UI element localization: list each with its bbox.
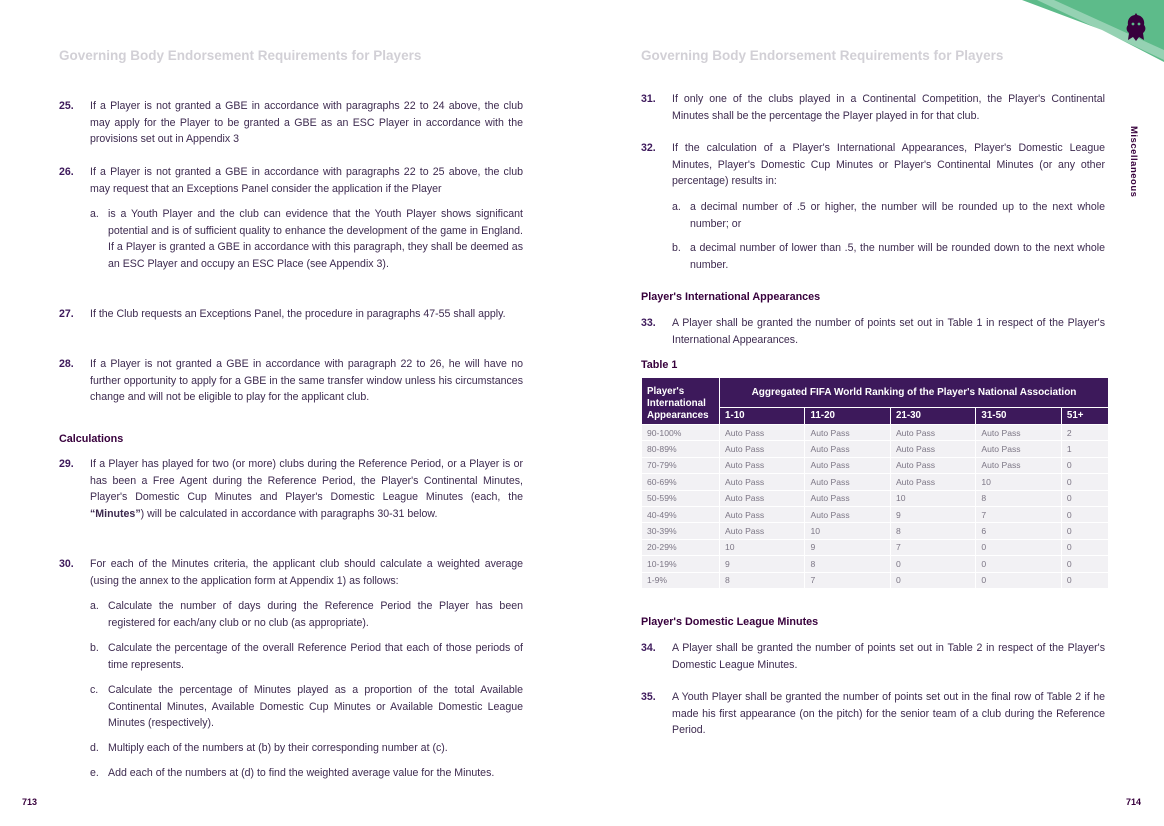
paragraph-33 <box>641 315 1105 348</box>
subparagraph-label: b. <box>90 642 99 654</box>
points-cell: 9 <box>720 556 805 572</box>
points-cell: 10 <box>890 490 975 506</box>
appearance-range-cell: 1-9% <box>642 572 720 588</box>
points-cell: 8 <box>720 572 805 588</box>
right-page <box>582 0 1164 826</box>
calculations-heading: Calculations <box>59 433 124 445</box>
paragraph-text: A Youth Player shall be granted the number of points set out in the final row of Table 2 if he made his first appearance (on the pitch) for the senior team of a club during the Reference Period. <box>672 691 1105 736</box>
subparagraph-label: c. <box>90 684 99 696</box>
paragraph-30c <box>90 682 523 732</box>
appearance-range-cell: 90-100% <box>642 425 720 441</box>
table-row <box>642 441 1109 457</box>
subparagraph-text: a decimal number of .5 or higher, the number will be rounded up to the next whole number; or <box>690 201 1105 230</box>
column-header-cell: 31-50 <box>976 408 1061 425</box>
page-number-right: 714 <box>1126 797 1142 807</box>
subparagraph-label: e. <box>90 767 99 779</box>
table-row <box>642 457 1109 473</box>
points-cell: Auto Pass <box>890 457 975 473</box>
paragraph-number: 25. <box>59 100 74 112</box>
appearance-range-cell: 20-29% <box>642 539 720 555</box>
international-appearances-heading: Player's International Appearances <box>641 291 821 303</box>
subparagraph-text: Calculate the number of days during the Reference Period the Player has been registered for each/any club or no club (as appropriate). <box>108 600 523 629</box>
paragraph-text: If a Player is not granted a GBE in accordance with paragraph 22 to 26, he will have no further opportunity to apply for a GBE in the same transfer window unless his circumstances change and will not be eligible to play for the applicant club. <box>90 358 523 403</box>
paragraph-text: A Player shall be granted the number of points set out in Table 2 in respect of the Player's Domestic League Minutes. <box>672 642 1105 671</box>
subparagraph-text: Add each of the numbers at (d) to find the weighted average value for the Minutes. <box>108 767 495 779</box>
subparagraph-label: d. <box>90 742 99 754</box>
paragraph-text: If the Club requests an Exceptions Panel, the procedure in paragraphs 47-55 shall apply. <box>90 308 506 320</box>
paragraph-29 <box>59 456 523 522</box>
points-cell: 8 <box>805 556 890 572</box>
paragraph-number: 33. <box>641 317 656 329</box>
points-cell: 10 <box>805 523 890 539</box>
points-cell: Auto Pass <box>805 425 890 441</box>
paragraph-text-start: If a Player has played for two (or more) clubs during the Reference Period, or a Player is or has been a Free Agent during the Reference Period, the Player's Continental Minutes, Player's Domestic Cup Minutes and Player's Domestic League Minutes (each, the <box>90 458 523 503</box>
paragraph-32a <box>672 199 1105 232</box>
table-row <box>642 572 1109 588</box>
points-cell: Auto Pass <box>720 457 805 473</box>
paragraph-text: If only one of the clubs played in a Continental Competition, the Player's Continental Minutes shall be the percentage the Player played in for that club. <box>672 93 1105 122</box>
subparagraph-label: a. <box>90 208 99 220</box>
points-cell: Auto Pass <box>890 474 975 490</box>
appearance-range-cell: 50-59% <box>642 490 720 506</box>
points-cell: Auto Pass <box>720 523 805 539</box>
row-header-cell: Player's International Appearances <box>642 378 720 425</box>
points-cell: 0 <box>1061 457 1108 473</box>
paragraph-number: 31. <box>641 93 656 105</box>
points-cell: 6 <box>976 523 1061 539</box>
points-cell: 0 <box>1061 539 1108 555</box>
points-cell: 9 <box>890 506 975 522</box>
paragraph-31 <box>641 91 1105 124</box>
paragraph-26 <box>59 164 523 197</box>
subparagraph-text: Calculate the percentage of Minutes played as a proportion of the total Available Continental Minutes, Available Domestic Cup Minutes or Available Domestic League Minutes (respectively). <box>108 684 523 729</box>
points-cell: Auto Pass <box>805 506 890 522</box>
subparagraph-text: Calculate the percentage of the overall Reference Period that each of those periods of time represents. <box>108 642 523 671</box>
minutes-defined-term: “Minutes” <box>90 507 141 520</box>
points-cell: Auto Pass <box>890 425 975 441</box>
points-cell: 7 <box>805 572 890 588</box>
points-cell: 1 <box>1061 441 1108 457</box>
paragraph-27 <box>59 306 523 323</box>
points-cell: 8 <box>890 523 975 539</box>
paragraph-34 <box>641 640 1105 673</box>
lion-crest-icon <box>1124 13 1148 43</box>
points-cell: 0 <box>1061 572 1108 588</box>
points-cell: Auto Pass <box>805 490 890 506</box>
paragraph-number: 27. <box>59 308 74 320</box>
points-cell: 0 <box>1061 523 1108 539</box>
section-tab-miscellaneous[interactable]: Miscellaneous <box>1128 126 1139 198</box>
points-cell: Auto Pass <box>890 441 975 457</box>
paragraph-number: 34. <box>641 642 656 654</box>
points-cell: Auto Pass <box>720 441 805 457</box>
subparagraph-text: Multiply each of the numbers at (b) by their corresponding number at (c). <box>108 742 448 754</box>
column-header-cell: 51+ <box>1061 408 1108 425</box>
table-row <box>642 556 1109 572</box>
paragraph-number: 26. <box>59 166 74 178</box>
points-cell: Auto Pass <box>976 441 1061 457</box>
paragraph-text: A Player shall be granted the number of points set out in Table 1 in respect of the Player's International Appearances. <box>672 317 1105 346</box>
column-header-cell: 11-20 <box>805 408 890 425</box>
paragraph-text-end: ) will be calculated in accordance with paragraphs 30-31 below. <box>140 507 438 520</box>
subparagraph-text: a decimal number of lower than .5, the number will be rounded down to the next whole number. <box>690 242 1105 271</box>
paragraph-30d <box>90 740 523 757</box>
points-cell: Auto Pass <box>720 506 805 522</box>
points-cell: 2 <box>1061 425 1108 441</box>
subparagraph-label: b. <box>672 242 681 254</box>
international-appearances-table <box>641 377 1109 589</box>
paragraph-number: 28. <box>59 358 74 370</box>
appearance-range-cell: 60-69% <box>642 474 720 490</box>
table-row <box>642 506 1109 522</box>
table-1-label: Table 1 <box>641 359 678 371</box>
points-cell: 0 <box>1061 556 1108 572</box>
table-row <box>642 425 1109 441</box>
points-cell: 7 <box>890 539 975 555</box>
appearance-range-cell: 70-79% <box>642 457 720 473</box>
points-cell: Auto Pass <box>976 457 1061 473</box>
paragraph-number: 35. <box>641 691 656 703</box>
points-cell: 0 <box>890 572 975 588</box>
page-number-left: 713 <box>22 797 38 807</box>
points-cell: 0 <box>976 572 1061 588</box>
paragraph-30b <box>90 640 523 673</box>
subparagraph-label: a. <box>90 600 99 612</box>
paragraph-28 <box>59 356 523 406</box>
points-cell: Auto Pass <box>976 425 1061 441</box>
paragraph-30e <box>90 765 523 782</box>
column-header-cell: 1-10 <box>720 408 805 425</box>
points-cell: 9 <box>805 539 890 555</box>
points-cell: 0 <box>1061 474 1108 490</box>
points-cell: 0 <box>890 556 975 572</box>
paragraph-32 <box>641 140 1105 190</box>
paragraph-text: If a Player is not granted a GBE in accordance with paragraphs 22 to 25 above, the club may request that an Exceptions Panel consider the application if the Player <box>90 166 523 195</box>
points-cell: Auto Pass <box>805 441 890 457</box>
subparagraph-label: a. <box>672 201 681 213</box>
paragraph-30 <box>59 556 523 589</box>
points-cell: Auto Pass <box>720 474 805 490</box>
points-cell: 8 <box>976 490 1061 506</box>
table-row <box>642 474 1109 490</box>
table-row <box>642 490 1109 506</box>
paragraph-number: 29. <box>59 458 74 470</box>
points-cell: 0 <box>976 539 1061 555</box>
appearance-range-cell: 40-49% <box>642 506 720 522</box>
points-cell: 10 <box>976 474 1061 490</box>
paragraph-25 <box>59 98 523 148</box>
paragraph-30a <box>90 598 523 631</box>
paragraph-text: If the calculation of a Player's International Appearances, Player's Domestic League Minutes, Player's Domestic Cup Minutes or Player's Continental Minutes (or any other percentage) results in: <box>672 142 1105 187</box>
appearance-range-cell: 10-19% <box>642 556 720 572</box>
points-cell: Auto Pass <box>805 474 890 490</box>
points-cell: Auto Pass <box>720 490 805 506</box>
running-head-right: Governing Body Endorsement Requirements for Players <box>641 48 1004 63</box>
group-header-cell: Aggregated FIFA World Ranking of the Player's National Association <box>720 378 1109 408</box>
running-head-left: Governing Body Endorsement Requirements for Players <box>59 48 422 63</box>
points-cell: 0 <box>1061 490 1108 506</box>
paragraph-number: 30. <box>59 558 74 570</box>
paragraph-32b <box>672 240 1105 273</box>
points-cell: 10 <box>720 539 805 555</box>
paragraph-text: If a Player is not granted a GBE in accordance with paragraphs 22 to 24 above, the club may apply for the Player to be granted a GBE as an ESC Player in accordance with the provisions set out in Appendix 3 <box>90 100 523 145</box>
paragraph-text <box>90 456 523 522</box>
table-row <box>642 539 1109 555</box>
appearance-range-cell: 80-89% <box>642 441 720 457</box>
points-cell: 0 <box>976 556 1061 572</box>
paragraph-number: 32. <box>641 142 656 154</box>
subparagraph-text: is a Youth Player and the club can evidence that the Youth Player shows significant potential and is of sufficient quality to enhance the development of the game in England. If a Player is granted a GBE in accordance with this paragraph, they shall be deemed as an ESC Player and occupy an ESC Place (see Appendix 3). <box>108 208 523 270</box>
table-row <box>642 523 1109 539</box>
points-cell: 7 <box>976 506 1061 522</box>
domestic-league-minutes-heading: Player's Domestic League Minutes <box>641 616 819 628</box>
appearance-range-cell: 30-39% <box>642 523 720 539</box>
points-cell: Auto Pass <box>805 457 890 473</box>
paragraph-text: For each of the Minutes criteria, the applicant club should calculate a weighted average (using the annex to the application form at Appendix 1) as follows: <box>90 558 523 587</box>
points-cell: 0 <box>1061 506 1108 522</box>
paragraph-26a <box>90 206 523 272</box>
points-cell: Auto Pass <box>720 425 805 441</box>
column-header-cell: 21-30 <box>890 408 975 425</box>
paragraph-35 <box>641 689 1105 739</box>
table-body <box>642 425 1109 589</box>
